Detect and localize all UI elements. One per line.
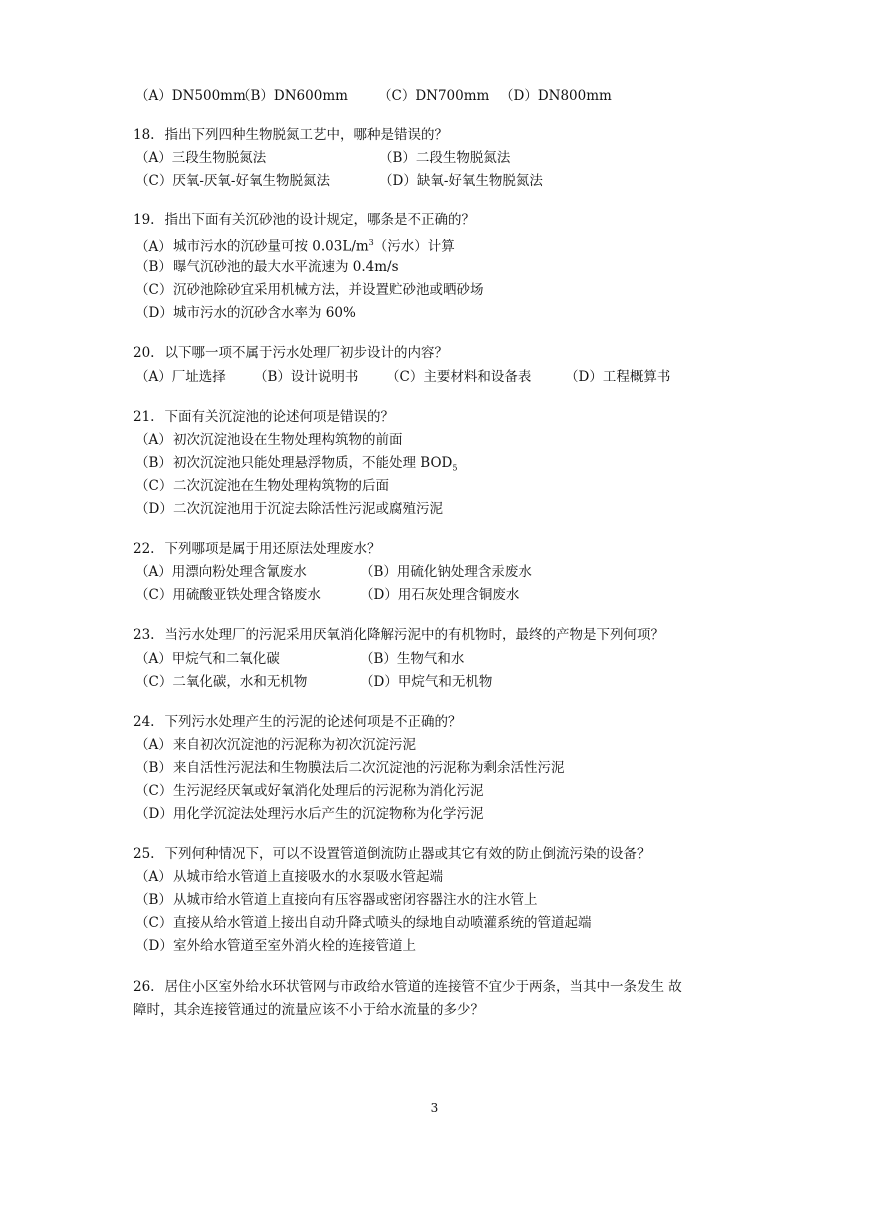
- option-text: 城市污水的沉砂量可按 0.03L/m: [173, 238, 369, 255]
- option-d: [135, 304, 356, 322]
- option-b: （B）二段生物脱氮法: [379, 150, 511, 166]
- option-a: （A）甲烷气和二氧化碳: [135, 651, 280, 667]
- option-b: （B）用硫化钠处理含汞废水: [360, 564, 532, 580]
- question-stem: [133, 126, 448, 144]
- option-text: 初次沉淀池只能处理悬浮物质，不能处理 BOD: [173, 455, 453, 471]
- option-d: （D）DN800mm: [500, 88, 612, 104]
- option-a: （A）用漂向粉处理含氰废水: [135, 564, 307, 580]
- option-tag: （A）: [135, 432, 172, 448]
- option-b: （B）生物气和水: [360, 651, 465, 667]
- option-d: （D）用石灰处理含铜废水: [360, 587, 520, 603]
- option-c: [135, 477, 389, 495]
- option-a: [135, 234, 455, 256]
- option-b: [135, 891, 538, 909]
- question-stem: [133, 408, 394, 426]
- option-tag: （C）: [135, 282, 173, 298]
- option-b: （B）DN600mm: [237, 88, 348, 104]
- option-tag: （A）: [135, 737, 172, 753]
- option-text: 二次沉淀池在生物处理构筑物的后面: [173, 478, 389, 494]
- option-b: [135, 759, 565, 777]
- option-text: 来自活性污泥法和生物膜法后二次沉淀池的污泥称为剩余活性污泥: [173, 760, 565, 776]
- option-text: 曝气沉砂池的最大水平流速为 0.4m/s: [173, 259, 399, 275]
- question-number: 23.: [133, 627, 155, 643]
- option-text: 从城市给水管道上直接向有压容器或密闭容器注水的注水管上: [173, 892, 538, 908]
- question-text: 居住小区室外给水环状管网与市政给水管道的连接管不宜少于两条，当其中一条发生 故: [164, 979, 682, 995]
- question-text: 指出下列四种生物脱氮工艺中，哪种是错误的？: [164, 127, 448, 143]
- question-stem: [133, 713, 461, 731]
- option-b: [135, 258, 399, 276]
- question-number: 20.: [133, 345, 155, 361]
- question-number: 21.: [133, 409, 155, 425]
- question-text: 下列哪项是属于用还原法处理废水？: [164, 541, 381, 557]
- subscript: 5: [452, 463, 458, 473]
- option-a: （A）DN500mm: [135, 88, 246, 104]
- option-a: （A）三段生物脱氮法: [135, 150, 267, 166]
- option-text: 初次沉淀池设在生物处理构筑物的前面: [173, 432, 403, 448]
- option-a: [135, 736, 416, 754]
- option-text: 生污泥经厌氧或好氧消化处理后的污泥称为消化污泥: [173, 783, 484, 799]
- question-text: 下列污水处理产生的污泥的论述何项是不正确的？: [164, 714, 462, 730]
- option-b: （B）设计说明书: [254, 369, 359, 385]
- option-c: （C）DN700mm: [378, 88, 490, 104]
- question-stem: [133, 845, 650, 863]
- question-stem: [133, 540, 380, 558]
- option-text: 二次沉淀池用于沉淀去除活性污泥或腐殖污泥: [173, 501, 443, 517]
- option-tag: （C）: [135, 915, 173, 931]
- question-text: 指出下面有关沉砂池的设计规定，哪条是不正确的？: [164, 212, 475, 228]
- option-a: [135, 431, 403, 449]
- question-stem: [133, 344, 448, 362]
- option-text: 城市污水的沉砂含水率为 60%: [173, 305, 356, 321]
- option-b: [135, 454, 457, 478]
- option-tag: （D）: [135, 806, 173, 822]
- option-text: 室外给水管道至室外消火栓的连接管道上: [173, 938, 416, 954]
- page-number: 3: [430, 1101, 439, 1115]
- option-a: [135, 868, 443, 886]
- option-tag: （B）: [135, 760, 172, 776]
- option-text: 用化学沉淀法处理污水后产生的沉淀物称为化学污泥: [173, 806, 484, 822]
- option-c: [135, 914, 592, 932]
- option-d: （D）甲烷气和无机物: [360, 674, 493, 690]
- question-number: 25.: [133, 846, 155, 862]
- option-tag: （B）: [135, 259, 172, 275]
- question-text: 下面有关沉淀池的论述何项是错误的？: [164, 409, 394, 425]
- option-c: （C）二氧化碳，水和无机物: [135, 674, 308, 690]
- option-a: （A）厂址选择: [135, 369, 226, 385]
- question-number: 24.: [133, 714, 155, 730]
- option-c: [135, 281, 484, 299]
- option-tag: （D）: [135, 938, 173, 954]
- option-tag: （B）: [135, 455, 172, 471]
- question-stem-continued: 障时，其余连接管通过的流量应该不小于给水流量的多少？: [133, 1002, 484, 1018]
- option-tag: （D）: [135, 501, 173, 517]
- option-c: （C）主要材料和设备表: [386, 369, 532, 385]
- option-text: 来自初次沉淀池的污泥称为初次沉淀污泥: [173, 737, 416, 753]
- option-tag: （B）: [135, 892, 172, 908]
- superscript: 3: [368, 238, 374, 247]
- option-tag: （D）: [135, 305, 173, 321]
- option-tag: （C）: [135, 478, 173, 494]
- question-text: 以下哪一项不属于污水处理厂初步设计的内容？: [164, 345, 448, 361]
- option-text: 沉砂池除砂宜采用机械方法，并设置贮砂池或晒砂场: [173, 282, 484, 298]
- question-number: 26.: [133, 979, 155, 995]
- option-tag: （A）: [135, 238, 172, 255]
- question-text: 当污水处理厂的污泥采用厌氧消化降解污泥中的有机物时，最终的产物是下列何项？: [164, 627, 664, 643]
- option-c: （C）用硫酸亚铁处理含铬废水: [135, 587, 321, 603]
- question-stem: [133, 978, 682, 996]
- option-c: （C）厌氧-厌氧-好氧生物脱氮法: [135, 173, 330, 189]
- option-text-tail: （污水）计算: [373, 238, 455, 255]
- question-number: 22.: [133, 541, 155, 557]
- option-d: [135, 500, 443, 518]
- option-tag: （A）: [135, 869, 172, 885]
- question-number: 19.: [133, 212, 155, 228]
- option-tag: （C）: [135, 783, 173, 799]
- option-c: [135, 782, 484, 800]
- question-number: 18.: [133, 127, 155, 143]
- option-text: 从城市给水管道上直接吸水的水泵吸水管起端: [173, 869, 443, 885]
- option-d: （D）工程概算书: [565, 369, 671, 385]
- question-stem: [133, 626, 664, 644]
- question-stem: [133, 211, 475, 229]
- option-d: [135, 937, 416, 955]
- option-d: （D）缺氧-好氧生物脱氮法: [379, 173, 543, 189]
- option-text: 直接从给水管道上接出自动升降式喷头的绿地自动喷灌系统的管道起端: [173, 915, 592, 931]
- question-text: 下列何种情况下，可以不设置管道倒流防止器或其它有效的防止倒流污染的设备？: [164, 846, 651, 862]
- option-d: [135, 805, 484, 823]
